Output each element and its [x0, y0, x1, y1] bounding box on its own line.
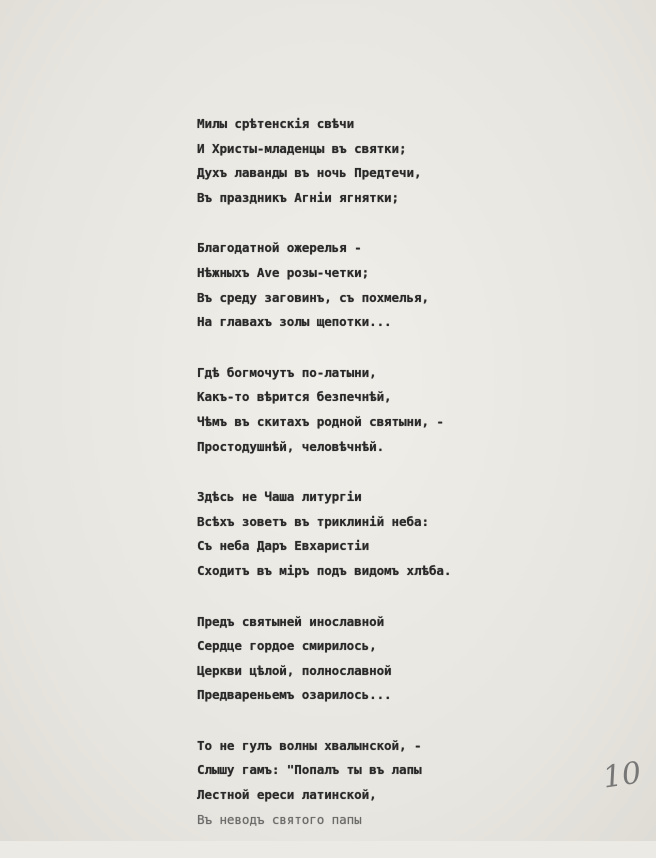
poem-line: Духъ лаванды въ ночь Предтечи, [197, 165, 422, 181]
poem-line: Въ праздникъ Агніи ягнятки; [197, 189, 400, 205]
poem-line: И Христы-младенцы въ святки; [197, 140, 407, 156]
poem-line: Нѣжныхъ Ave розы-четки; [197, 264, 370, 280]
poem-line: Простодушнѣй, человѣчнѣй. [197, 438, 385, 454]
poem-line: Всѣхъ зоветъ въ триклиній неба: [197, 513, 429, 529]
poem-line: Церкви цѣлой, полнославной [197, 662, 392, 678]
poem-line: Милы срѣтенскія свѣчи [197, 116, 355, 131]
poem-line: Благодатной ожерелья - [197, 240, 362, 256]
poem-line: Сердце гордое смирилось, [197, 638, 377, 654]
poem-line: Чѣмъ въ скитахъ родной святыни, - [197, 413, 444, 429]
poem-line: Гдѣ богмочутъ по-латыни, [197, 364, 377, 380]
poem-line: Предвареньемъ озарилось... [197, 687, 392, 703]
poem-line: На главахъ золы щепотки... [197, 314, 392, 330]
stanza-4 [197, 485, 637, 583]
stanza-2 [197, 236, 637, 334]
stanza-6 [197, 734, 637, 832]
poem-line: Слышу гамъ: "Попалъ ты въ лапы [197, 762, 422, 778]
poem-line: Здѣсь не Чаша литургіи [197, 489, 362, 505]
poem-line: Лестной ереси латинской, [197, 787, 377, 803]
poem-line: Въ неводъ святого папы [197, 811, 362, 827]
poem-line: Въ среду заговинъ, съ похмелья, [197, 289, 429, 305]
poem-text [197, 112, 637, 858]
poem-line: То не гулъ волны хвалынской, - [197, 737, 422, 753]
poem-line: Съ неба Даръ Евхаристіи [197, 538, 370, 554]
poem-line: Предъ святыней инославной [197, 613, 385, 629]
poem-line: Какъ-то вѣрится безпечнѣй, [197, 389, 392, 405]
poem-line: Сходитъ въ міръ подъ видомъ хлѣба. [197, 562, 452, 578]
handwritten-page-number: 10 [600, 755, 644, 796]
stanza-3 [197, 361, 637, 459]
stanza-1 [197, 112, 637, 210]
stanza-5 [197, 610, 637, 708]
